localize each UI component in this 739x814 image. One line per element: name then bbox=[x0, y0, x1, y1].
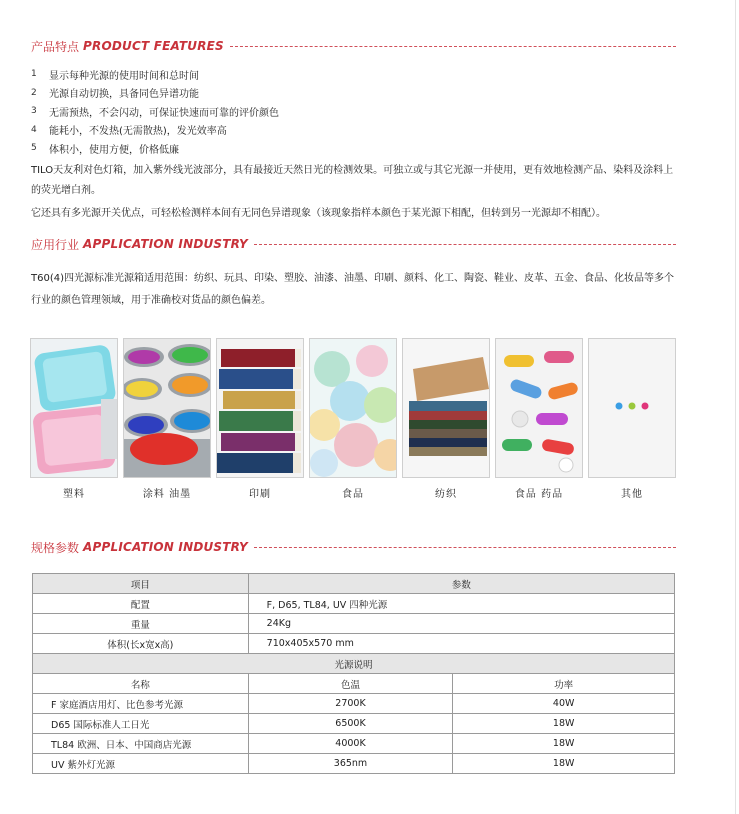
feature-item bbox=[31, 65, 671, 84]
feature-item bbox=[31, 102, 671, 121]
feature-text: 能耗小，不发热(无需散热)，发光效率高 bbox=[49, 126, 227, 138]
feature-number: 4 bbox=[31, 124, 37, 135]
books-image bbox=[216, 338, 304, 478]
spec-label: 配置 bbox=[33, 594, 249, 614]
application-description: T60(4)四光源标准光源箱适用范围：纺织、玩具、印染、塑胶、油漆、油墨、印刷、颜料、化工、陶瓷、鞋业、皮革、五金、食品、化妆品等多个行业的颜色管理领域，用于准确校对货品的颜色偏差。 bbox=[31, 273, 674, 306]
spec-label: 重量 bbox=[33, 614, 249, 634]
header-item: 项目 bbox=[33, 574, 249, 594]
industry-label: 其他 bbox=[621, 489, 643, 500]
light-temp: 6500K bbox=[248, 714, 453, 734]
industry-label: 食品 bbox=[342, 489, 364, 500]
light-row bbox=[33, 714, 675, 734]
light-section-title: 光源说明 bbox=[33, 654, 675, 674]
spec-table bbox=[32, 573, 675, 774]
light-name: UV 紫外灯光源 bbox=[33, 754, 249, 774]
application-title-cn: 应用行业 bbox=[31, 237, 80, 252]
light-columns-row bbox=[33, 674, 675, 694]
light-temp: 4000K bbox=[248, 734, 453, 754]
light-row bbox=[33, 754, 675, 774]
heading-dashed-rule bbox=[254, 547, 676, 548]
spec-value: 710x405x570 mm bbox=[248, 634, 674, 654]
application-title-en: APPLICATION INDUSTRY bbox=[83, 237, 248, 251]
light-name: F 家庭酒店用灯、比色参考光源 bbox=[33, 694, 249, 714]
features-title-cn: 产品特点 bbox=[31, 39, 80, 54]
industry-label: 塑料 bbox=[63, 489, 85, 500]
feature-item bbox=[31, 121, 671, 140]
feature-text: 无需预热，不会闪动，可保证快速而可靠的评价颜色 bbox=[49, 107, 279, 119]
light-power: 18W bbox=[453, 734, 675, 754]
application-heading bbox=[31, 236, 676, 252]
light-header-row bbox=[33, 654, 675, 674]
header-param: 参数 bbox=[248, 574, 674, 594]
feature-number: 2 bbox=[31, 87, 37, 98]
industry-gallery bbox=[30, 338, 680, 508]
light-power: 40W bbox=[453, 694, 675, 714]
feature-text: 光源自动切换，具备同色异谱功能 bbox=[49, 89, 199, 101]
features-paragraph-1: TILO天友利对色灯箱，加入紫外线光波部分，具有最接近天然日光的检测效果。可独立或与其它光源一并使用，更有效地检测产品、染料及涂料上的荧光增白剂。 bbox=[31, 165, 674, 196]
industry-label: 纺织 bbox=[435, 489, 457, 500]
column-power: 功率 bbox=[453, 674, 675, 694]
features-heading bbox=[31, 38, 676, 54]
dots-image bbox=[588, 338, 676, 478]
column-temp: 色温 bbox=[248, 674, 453, 694]
light-temp: 2700K bbox=[248, 694, 453, 714]
heading-dashed-rule bbox=[230, 46, 676, 47]
light-name: TL84 欧洲、日本、中国商店光源 bbox=[33, 734, 249, 754]
pills-image bbox=[495, 338, 583, 478]
phone-case-image bbox=[30, 338, 118, 478]
feature-number: 5 bbox=[31, 143, 37, 154]
spec-row bbox=[33, 634, 675, 654]
feature-text: 显示每种光源的使用时间和总时间 bbox=[49, 70, 199, 82]
fabric-image bbox=[402, 338, 490, 478]
spec-value: 24Kg bbox=[248, 614, 674, 634]
light-power: 18W bbox=[453, 714, 675, 734]
light-power: 18W bbox=[453, 754, 675, 774]
candy-image bbox=[309, 338, 397, 478]
page-edge-line bbox=[735, 0, 736, 814]
feature-text: 体积小，使用方便，价格低廉 bbox=[49, 144, 179, 156]
spec-header-row bbox=[33, 574, 675, 594]
feature-item bbox=[31, 84, 671, 103]
spec-title-cn: 规格参数 bbox=[31, 540, 80, 555]
features-paragraph-2: 它还具有多光源开关优点，可轻松检测样本间有无同色异谱现象（该现象指样本颜色于某光源下相配，但转到另一光源却不相配）。 bbox=[31, 208, 606, 219]
spec-value: F, D65, TL84, UV 四种光源 bbox=[248, 594, 674, 614]
spec-title-en: APPLICATION INDUSTRY bbox=[83, 540, 248, 554]
paint-cans-image bbox=[123, 338, 211, 478]
light-row bbox=[33, 734, 675, 754]
light-row bbox=[33, 694, 675, 714]
light-temp: 365nm bbox=[248, 754, 453, 774]
features-title-en: PRODUCT FEATURES bbox=[83, 39, 224, 53]
spec-row bbox=[33, 594, 675, 614]
features-list bbox=[31, 65, 671, 158]
industry-label: 涂料 油墨 bbox=[142, 489, 192, 500]
spec-heading bbox=[31, 539, 676, 555]
industry-label: 食品 药品 bbox=[514, 489, 564, 500]
feature-item bbox=[31, 139, 671, 158]
spec-label: 体积(长x宽x高) bbox=[33, 634, 249, 654]
industry-label: 印刷 bbox=[249, 489, 271, 500]
column-name: 名称 bbox=[33, 674, 249, 694]
spec-row bbox=[33, 614, 675, 634]
heading-dashed-rule bbox=[254, 244, 676, 245]
light-name: D65 国际标准人工日光 bbox=[33, 714, 249, 734]
feature-number: 1 bbox=[31, 69, 37, 80]
feature-number: 3 bbox=[31, 106, 37, 117]
